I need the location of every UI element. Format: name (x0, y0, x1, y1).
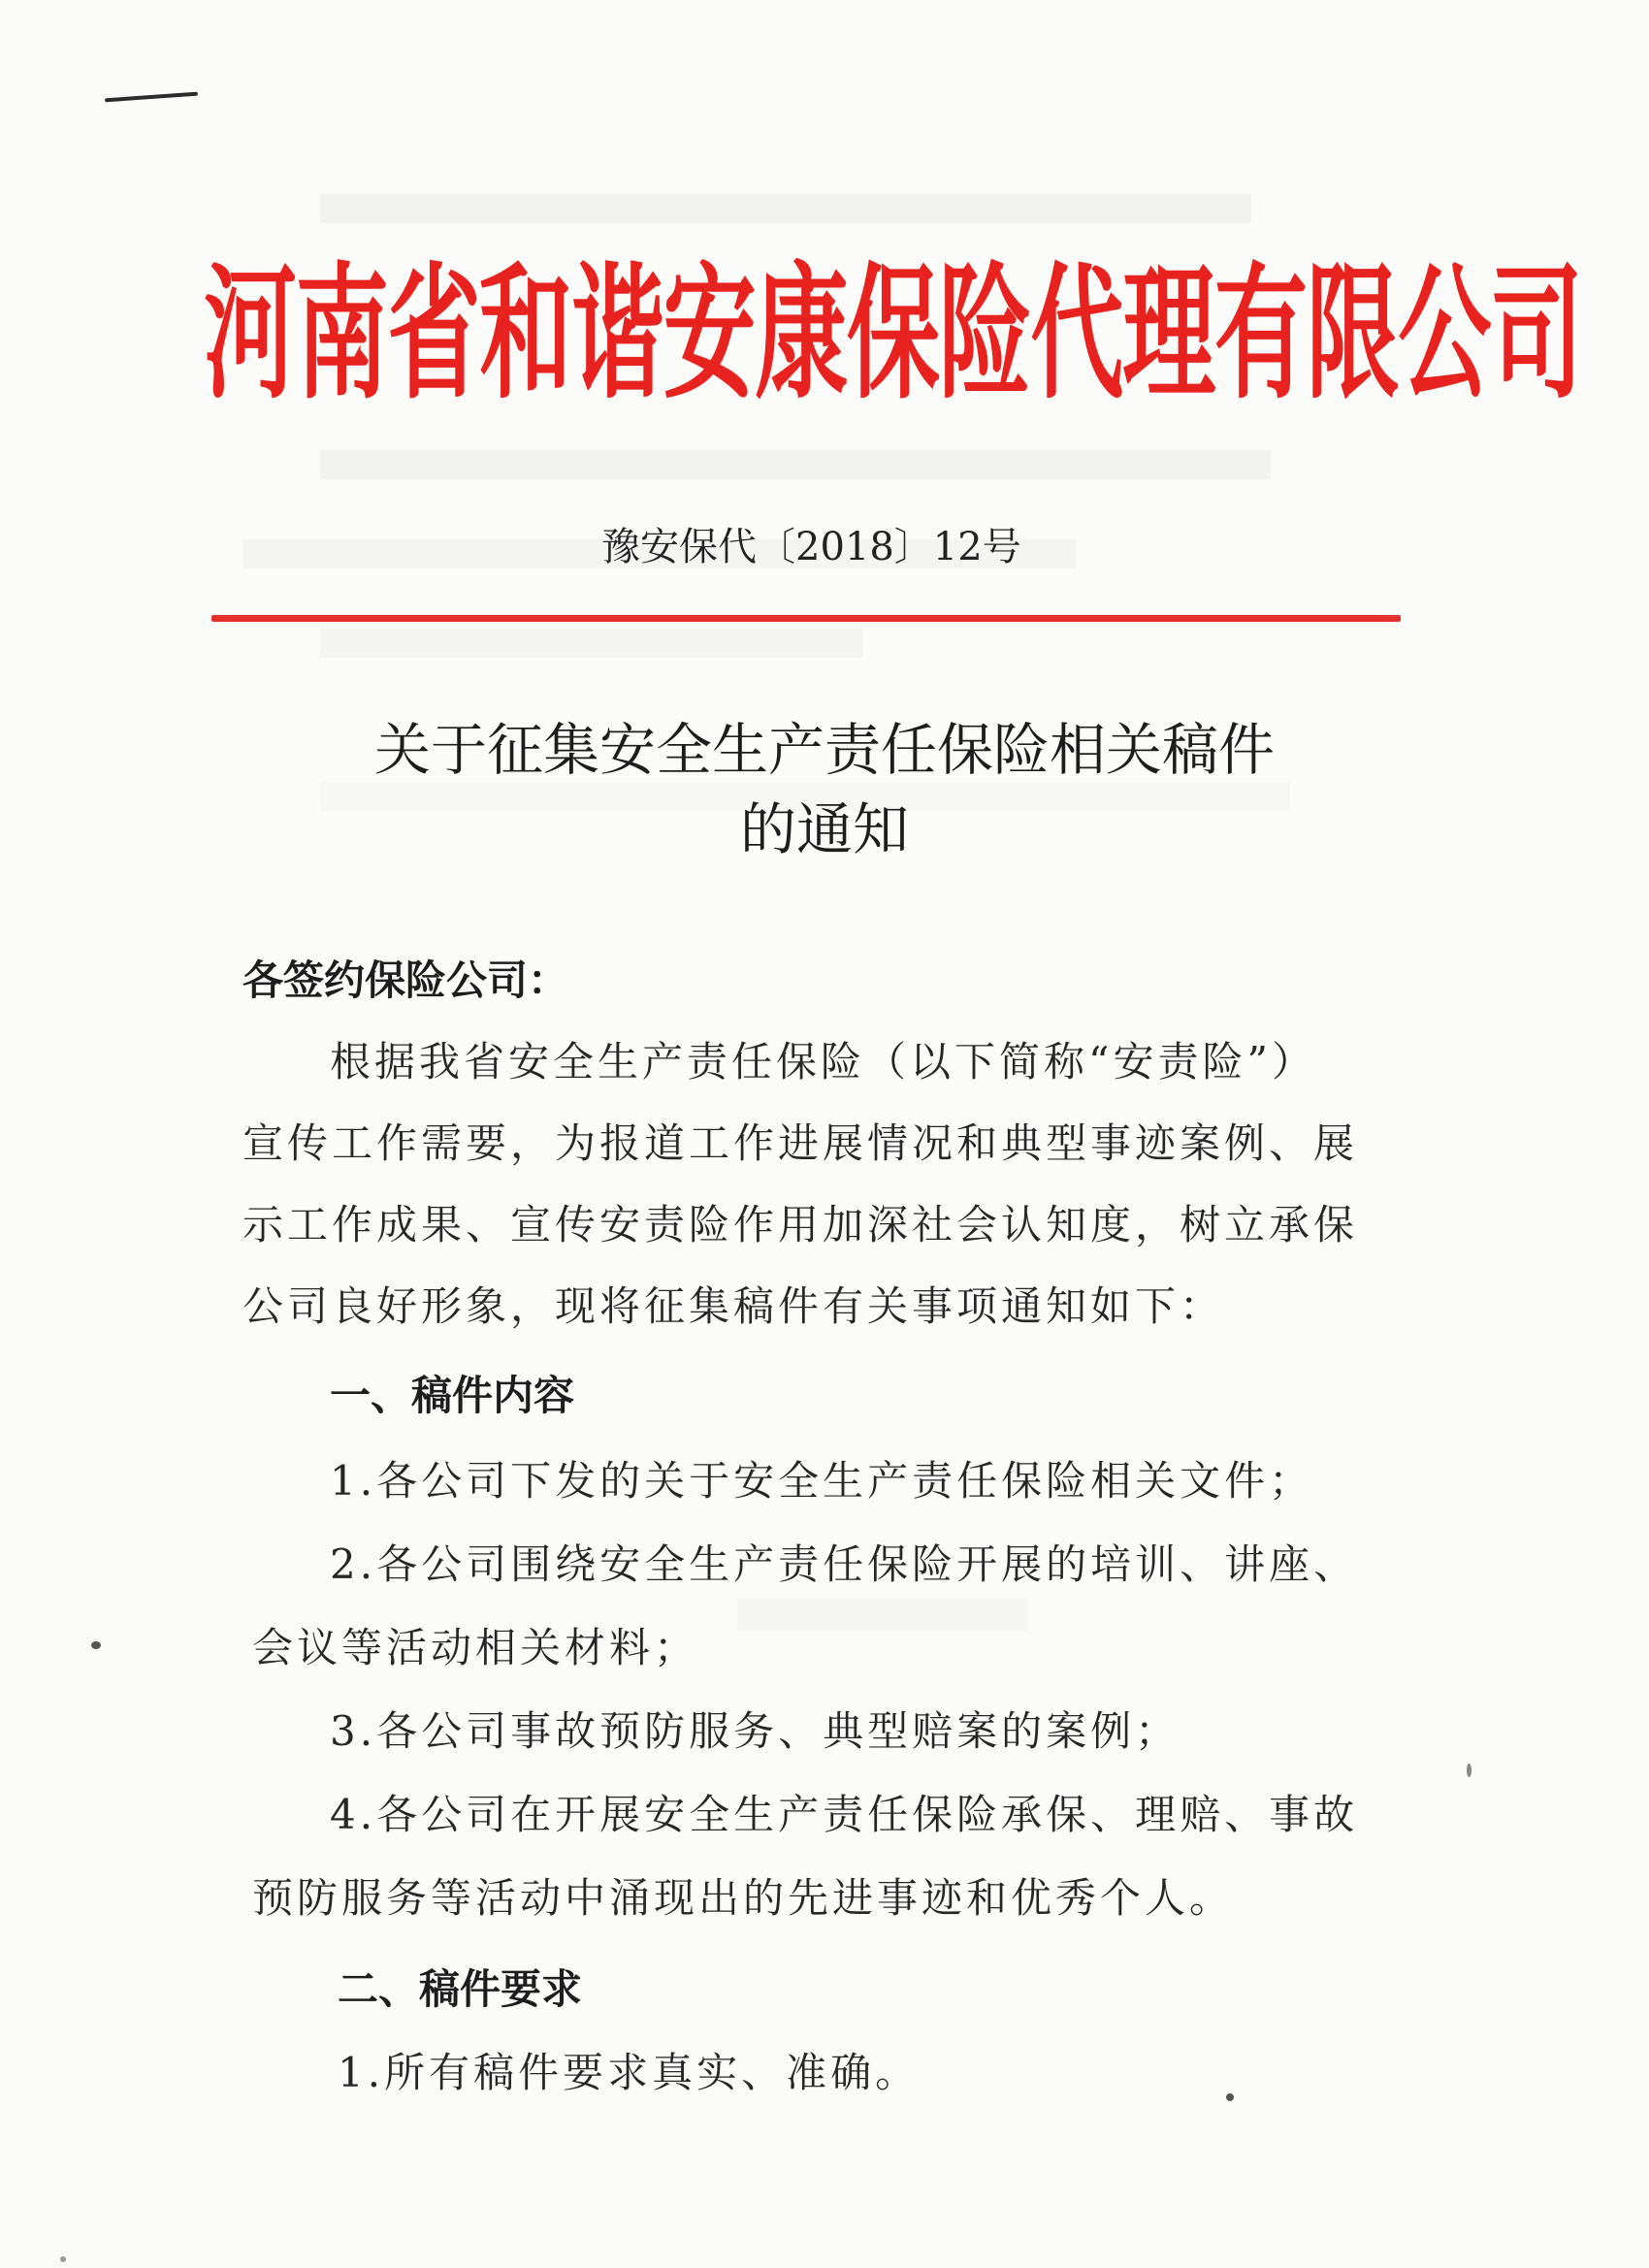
salutation: 各签约保险公司： (242, 956, 569, 1004)
letterhead-divider (211, 615, 1401, 622)
section2-item1: 1.所有稿件要求真实、准确。 (338, 2049, 921, 2096)
document-number: 豫安保代〔2018〕12号 (601, 525, 1021, 569)
section1-item3: 3.各公司事故预防服务、典型赔案的案例； (330, 1707, 1180, 1755)
margin-mark (105, 92, 198, 103)
bleed-through-line (320, 629, 863, 658)
notice-title (242, 710, 1406, 869)
bleed-through-line (737, 1599, 1028, 1632)
scan-speck (91, 1641, 101, 1649)
company-letterhead: 河南省和谐安康保险代理有限公司 (204, 250, 1582, 419)
section1-item4-line2: 预防服务等活动中涌现出的先进事迹和优秀个人。 (252, 1874, 1235, 1922)
scan-speck (60, 2256, 66, 2262)
section1-item2-line2: 会议等活动相关材料； (252, 1624, 699, 1671)
section2-heading: 二、稿件要求 (338, 1965, 583, 2013)
notice-title-line2: 的通知 (739, 796, 909, 862)
section1-heading: 一、稿件内容 (330, 1372, 575, 1419)
scan-speck (1467, 1764, 1471, 1777)
intro-line1: 根据我省安全生产责任保险（以下简称“安责险”） (330, 1038, 1316, 1085)
bleed-through-line (320, 194, 1251, 223)
section1-item4-line1: 4.各公司在开展安全生产责任保险承保、理赔、事故 (330, 1791, 1359, 1838)
intro-line4: 公司良好形象，现将征集稿件有关事项通知如下： (242, 1282, 1225, 1330)
notice-title-line1: 关于征集安全生产责任保险相关稿件 (373, 717, 1275, 783)
intro-line3: 示工作成果、宣传安责险作用加深社会认知度，树立承保 (242, 1201, 1359, 1248)
scan-speck (1226, 2093, 1234, 2101)
intro-line2: 宣传工作需要，为报道工作进展情况和典型事迹案例、展 (242, 1119, 1359, 1167)
bleed-through-line (320, 450, 1271, 479)
section1-item2-line1: 2.各公司围绕安全生产责任保险开展的培训、讲座、 (330, 1540, 1359, 1588)
section1-item1: 1.各公司下发的关于安全生产责任保险相关文件； (330, 1457, 1314, 1505)
